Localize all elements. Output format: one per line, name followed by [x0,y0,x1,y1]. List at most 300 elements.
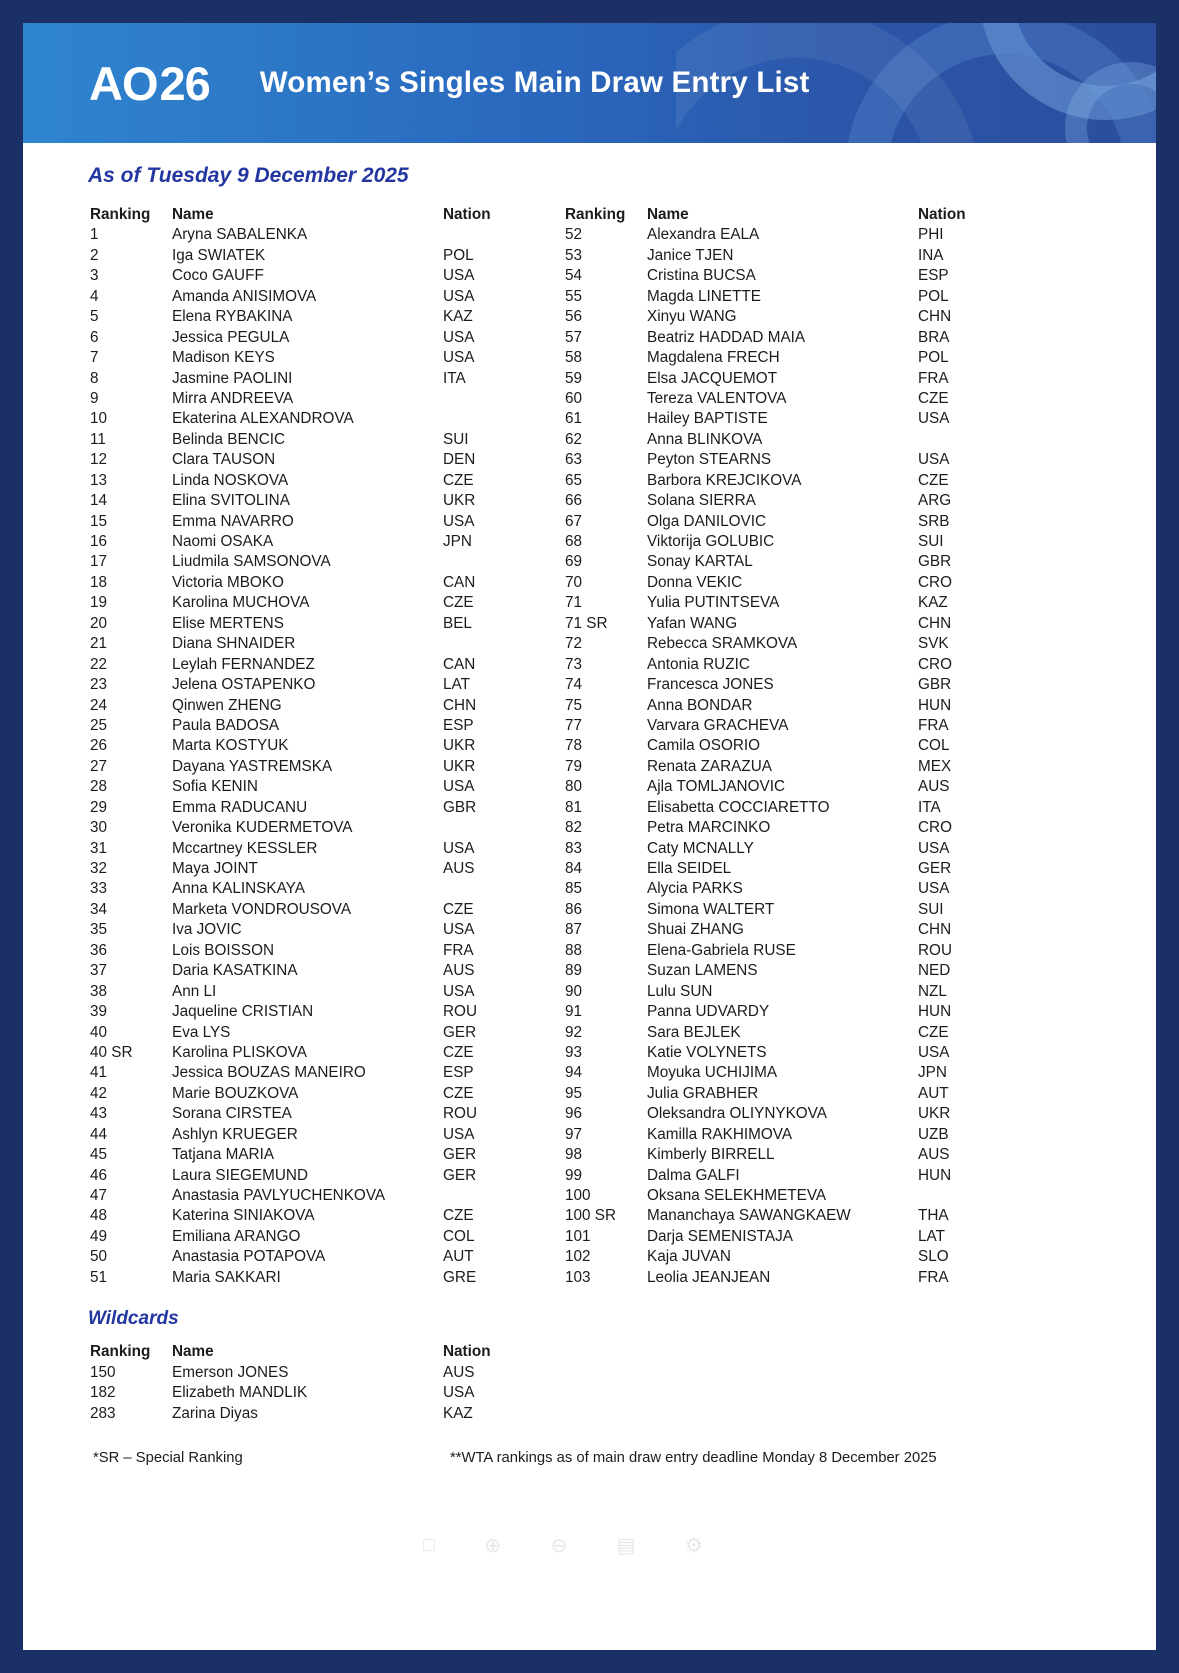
name-cell: Magdalena FRECH [647,349,780,367]
ranking-cell: 47 [90,1187,108,1204]
nation-cell: FRA [918,1268,949,1286]
nation-cell: USA [443,982,475,1000]
ranking-cell: 33 [90,880,108,898]
table-row [565,1145,980,1165]
name-cell: Sofia KENIN [172,778,258,796]
entry-table-left [90,205,505,1288]
special-ranking-footnote: *SR – Special Ranking [93,1449,243,1466]
name-cell: Amanda ANISIMOVA [172,287,317,305]
nation-cell [918,1186,980,1206]
ranking-cell: 44 [90,1125,108,1143]
name-cell: Linda NOSKOVA [172,471,289,489]
nation-cell: USA [918,451,950,469]
name-cell: Mccartney KESSLER [172,839,318,857]
nation-cell: CAN [443,655,476,673]
ranking-cell: 82 [565,819,583,837]
table-header-row [90,205,505,225]
table-row [565,675,980,695]
name-cell: Emma RADUCANU [172,798,308,816]
table-row [90,552,505,572]
table-row [90,1084,505,1104]
ranking-cell: 1 [90,226,99,244]
ranking-cell: 72 [565,635,583,653]
name-cell: Qinwen ZHENG [172,696,282,714]
nation-cell: SUI [918,533,944,550]
ranking-cell: 86 [565,900,583,918]
name-cell: Veronika KUDERMETOVA [172,819,353,837]
table-row [90,859,505,879]
name-cell: Francesca JONES [647,676,774,694]
table-row [565,389,980,409]
ranking-cell: 150 [90,1363,116,1381]
table-row [90,1186,505,1206]
table-row [565,593,980,613]
table-row [90,1145,505,1165]
table-row [90,1104,505,1124]
table-row [90,512,505,532]
ranking-cell: 18 [90,573,108,591]
ranking-cell: 2 [90,246,99,264]
nation-cell: KAZ [918,594,948,612]
nation-cell: CZE [918,1023,949,1041]
viewer-tool-icon[interactable]: ⊕ [484,1534,502,1557]
table-row [565,1247,980,1267]
viewer-toolbar[interactable] [423,1530,703,1560]
name-cell: Olga DANILOVIC [647,512,767,530]
name-cell: Zarina Diyas [172,1404,258,1422]
nation-cell: INA [918,246,944,264]
name-cell: Lois BOISSON [172,941,275,959]
nation-cell: JPN [918,1064,947,1082]
name-cell: Tereza VALENTOVA [647,389,787,407]
table-row [90,961,505,981]
ranking-cell: 21 [90,635,108,653]
name-cell: Alycia PARKS [647,880,743,898]
ranking-cell: 63 [565,451,583,469]
table-row [565,1063,980,1083]
nation-cell [443,409,505,429]
table-row [90,696,505,716]
name-cell: Ashlyn KRUEGER [172,1125,298,1143]
name-cell: Jessica PEGULA [172,328,290,346]
ranking-cell: 23 [90,676,108,694]
ranking-column-header: Ranking [90,1343,151,1361]
nation-cell: GRE [443,1268,477,1286]
name-cell: Caty MCNALLY [647,839,754,857]
table-row [90,1383,1156,1403]
ranking-cell: 43 [90,1105,108,1123]
nation-cell: JPN [443,533,472,550]
nation-cell: NED [918,962,951,980]
nation-cell: USA [443,349,475,367]
ranking-cell: 85 [565,880,583,898]
name-cell: Rebecca SRAMKOVA [647,635,798,653]
ranking-cell: 103 [565,1268,591,1286]
table-row [90,736,505,756]
name-column-header: Name [172,206,214,223]
ranking-cell: 11 [90,430,106,448]
nation-cell: CRO [918,573,952,591]
entry-rows-left [90,225,505,1288]
table-row [90,634,505,654]
ranking-cell: 90 [565,982,583,1000]
table-row [90,593,505,613]
nation-column-header: Nation [443,206,491,223]
nation-cell [443,389,505,409]
nation-cell: LAT [443,676,470,694]
ranking-cell: 102 [565,1248,591,1266]
nation-cell: AUS [443,962,475,980]
ranking-cell: 56 [565,308,583,326]
nation-cell: HUN [918,1166,952,1184]
name-cell: Emma NAVARRO [172,512,294,530]
ranking-cell: 15 [90,512,108,530]
document-page [23,23,1156,1650]
table-row [565,982,980,1002]
ranking-cell: 16 [90,533,108,550]
name-cell: Hailey BAPTISTE [647,410,768,428]
nation-cell: NZL [918,982,947,1000]
name-cell: Daria KASATKINA [172,962,298,980]
name-cell: Xinyu WANG [647,308,737,326]
ranking-cell: 26 [90,737,108,755]
nation-cell [443,879,505,899]
ranking-cell: 20 [90,614,108,632]
name-cell: Anna KALINSKAYA [172,880,305,898]
nation-cell: BEL [443,614,472,632]
table-row [565,512,980,532]
name-cell: Jessica BOUZAS MANEIRO [172,1064,366,1082]
name-cell: Mananchaya SAWANGKAEW [647,1207,851,1225]
ranking-cell: 29 [90,798,108,816]
nation-cell: GBR [918,553,952,571]
table-row [565,798,980,818]
table-row [565,491,980,511]
ranking-cell: 68 [565,533,583,550]
ranking-cell: 60 [565,389,583,407]
nation-cell: FRA [443,941,474,959]
nation-cell: ROU [918,941,952,959]
name-cell: Ekaterina ALEXANDROVA [172,410,354,428]
ranking-cell: 100 SR [565,1207,617,1225]
viewer-tool-icon[interactable]: □ [423,1533,436,1556]
nation-cell: USA [443,921,475,939]
ranking-cell: 73 [565,655,583,673]
name-cell: Shuai ZHANG [647,921,744,939]
table-row [90,471,505,491]
table-row [90,450,505,470]
name-cell: Julia GRABHER [647,1084,759,1102]
name-cell: Elizabeth MANDLIK [172,1384,308,1402]
table-row [565,450,980,470]
name-cell: Simona WALTERT [647,900,775,918]
name-column-header: Name [647,206,689,223]
nation-cell: USA [443,287,475,305]
ranking-cell: 78 [565,737,583,755]
nation-cell: POL [443,246,474,264]
ranking-cell: 38 [90,982,108,1000]
nation-cell: GER [443,1023,477,1041]
name-cell: Lulu SUN [647,982,713,1000]
ranking-cell: 40 SR [90,1043,133,1061]
name-cell: Eva LYS [172,1023,231,1041]
table-row [90,920,505,940]
name-cell: Elina SVITOLINA [172,492,290,510]
nation-cell: MEX [918,757,952,775]
name-cell: Leolia JEANJEAN [647,1268,771,1286]
name-cell: Kimberly BIRRELL [647,1146,775,1164]
name-cell: Clara TAUSON [172,451,276,469]
nation-cell: USA [443,267,475,285]
ranking-cell: 57 [565,328,583,346]
nation-cell: ESP [443,1064,474,1082]
table-row [90,409,505,429]
nation-cell: ITA [443,369,466,387]
nation-cell: AUS [918,778,950,796]
name-cell: Diana SHNAIDER [172,635,296,653]
table-row [565,716,980,736]
ranking-cell: 31 [90,839,108,857]
viewer-tool-icon[interactable]: ⊖ [550,1534,568,1557]
viewer-tool-icon[interactable]: ▤ [616,1534,636,1557]
name-cell: Panna UDVARDY [647,1003,770,1021]
ranking-cell: 75 [565,696,583,714]
table-row [565,328,980,348]
name-cell: Barbora KREJCIKOVA [647,471,802,489]
nation-cell: SRB [918,512,950,530]
name-cell: Madison KEYS [172,349,275,367]
table-row [565,348,980,368]
name-cell: Janice TJEN [647,246,734,264]
nation-cell: CZE [443,1084,474,1102]
name-cell: Petra MARCINKO [647,819,771,837]
ranking-cell: 283 [90,1404,116,1422]
name-cell: Sorana CIRSTEA [172,1105,292,1123]
name-cell: Kamilla RAKHIMOVA [647,1125,793,1143]
ranking-cell: 37 [90,962,108,980]
ranking-cell: 10 [90,410,108,428]
nation-cell: ESP [918,267,949,285]
nation-cell: CAN [443,573,476,591]
table-row [565,307,980,327]
table-row [565,920,980,940]
table-row [565,696,980,716]
ranking-cell: 22 [90,655,108,673]
nation-cell [918,430,980,450]
table-row [565,900,980,920]
table-row [565,225,980,245]
ranking-cell: 46 [90,1166,108,1184]
table-row [565,961,980,981]
nation-cell: ITA [918,798,941,816]
nation-column-header: Nation [443,1343,491,1361]
name-cell: Dalma GALFI [647,1166,740,1184]
nation-cell: COL [443,1227,475,1245]
ranking-cell: 80 [565,778,583,796]
table-row [565,369,980,389]
name-cell: Sara BEJLEK [647,1023,741,1041]
table-row [565,614,980,634]
wildcards-table [23,1342,1156,1424]
nation-cell: CZE [918,389,949,407]
table-row [565,552,980,572]
ranking-cell: 94 [565,1064,583,1082]
wta-rankings-footnote: **WTA rankings as of main draw entry deadline Monday 8 December 2025 [450,1449,937,1466]
ranking-cell: 45 [90,1146,108,1164]
table-row [90,798,505,818]
ranking-cell: 41 [90,1064,108,1082]
table-row [565,409,980,429]
table-row [565,1104,980,1124]
nation-cell: UKR [443,492,476,510]
table-row [90,1166,505,1186]
name-cell: Camila OSORIO [647,737,761,755]
ranking-cell: 98 [565,1146,583,1164]
name-cell: Viktorija GOLUBIC [647,533,775,550]
table-row [565,655,980,675]
table-row [565,471,980,491]
nation-cell: USA [443,1384,475,1402]
ranking-cell: 71 [565,594,583,612]
name-cell: Yafan WANG [647,614,738,632]
name-cell: Ajla TOMLJANOVIC [647,778,785,796]
ranking-cell: 67 [565,512,583,530]
name-column-header: Name [172,1343,214,1361]
nation-cell: DEN [443,451,476,469]
table-row [90,982,505,1002]
nation-cell: USA [918,880,950,898]
table-row [90,287,505,307]
nation-cell: ESP [443,716,474,734]
table-row [90,1125,505,1145]
ranking-cell: 65 [565,471,583,489]
nation-cell: CHN [918,614,952,632]
ranking-cell: 28 [90,778,108,796]
nation-cell: POL [918,287,949,305]
page-title: Women’s Singles Main Draw Entry List [259,66,810,99]
table-row [90,1404,1156,1424]
nation-cell: GER [443,1146,477,1164]
ao-logo-mark: AO [89,56,158,110]
table-row [565,941,980,961]
ranking-cell: 35 [90,921,108,939]
nation-cell: USA [918,410,950,428]
ranking-cell: 96 [565,1105,583,1123]
table-row [565,736,980,756]
nation-cell: CZE [443,1207,474,1225]
nation-cell: SLO [918,1248,949,1266]
table-row [90,777,505,797]
ranking-cell: 69 [565,553,583,571]
ao26-logo [89,56,210,111]
table-row [90,328,505,348]
name-cell: Coco GAUFF [172,267,264,285]
table-row [565,1166,980,1186]
ranking-cell: 62 [565,430,583,448]
name-cell: Anna BLINKOVA [647,430,763,448]
ranking-cell: 97 [565,1125,583,1143]
nation-cell: HUN [918,1003,952,1021]
name-cell: Anastasia POTAPOVA [172,1248,326,1266]
table-row [90,266,505,286]
nation-cell: ROU [443,1003,477,1021]
name-cell: Naomi OSAKA [172,533,274,550]
ranking-cell: 32 [90,860,108,877]
ranking-cell: 92 [565,1023,583,1041]
nation-cell: HUN [918,696,952,714]
table-row [565,246,980,266]
ranking-cell: 51 [90,1268,108,1286]
table-row [90,307,505,327]
name-cell: Alexandra EALA [647,226,760,244]
table-row [565,859,980,879]
viewer-tool-icon[interactable]: ⚙ [685,1534,703,1557]
nation-cell: ARG [918,492,952,510]
name-cell: Ann LI [172,982,217,1000]
ranking-cell: 61 [565,410,583,428]
name-cell: Elena-Gabriela RUSE [647,941,796,959]
nation-cell: USA [918,839,950,857]
ranking-cell: 66 [565,492,583,510]
nation-cell: USA [443,839,475,857]
table-row [90,614,505,634]
table-row [565,532,980,552]
nation-cell: UKR [443,737,476,755]
ranking-cell: 12 [90,451,108,469]
name-cell: Antonia RUZIC [647,655,750,673]
nation-cell: USA [443,778,475,796]
nation-column-header: Nation [918,206,966,223]
name-cell: Jelena OSTAPENKO [172,676,316,694]
table-row [565,1043,980,1063]
name-cell: Cristina BUCSA [647,267,756,285]
nation-cell: GBR [918,676,952,694]
table-row [565,1125,980,1145]
nation-cell [443,1186,505,1206]
nation-cell: FRA [918,716,949,734]
name-cell: Ella SEIDEL [647,860,732,877]
name-cell: Marta KOSTYUK [172,737,289,755]
table-row [90,1023,505,1043]
name-cell: Moyuka UCHIJIMA [647,1064,778,1082]
ranking-cell: 4 [90,287,99,305]
ranking-cell: 95 [565,1084,583,1102]
ranking-cell: 99 [565,1166,583,1184]
name-cell: Elise MERTENS [172,614,284,632]
nation-cell: AUS [918,1146,950,1164]
table-row [90,1206,505,1226]
nation-cell: POL [918,349,949,367]
ranking-cell: 8 [90,369,99,387]
nation-cell: USA [443,512,475,530]
nation-cell: CHN [918,921,952,939]
ranking-cell: 83 [565,839,583,857]
name-cell: Darja SEMENISTAJA [647,1227,793,1245]
ranking-cell: 24 [90,696,108,714]
table-row [90,675,505,695]
nation-cell: AUS [443,860,475,877]
ranking-cell: 74 [565,676,583,694]
nation-cell: CRO [918,819,952,837]
ranking-cell: 3 [90,267,99,285]
table-row [90,1002,505,1022]
table-row [565,818,980,838]
name-cell: Tatjana MARIA [172,1146,275,1164]
nation-cell: GER [918,860,952,877]
wildcards-heading: Wildcards [88,1308,179,1330]
ranking-cell: 7 [90,349,99,367]
nation-cell: KAZ [443,1404,473,1422]
